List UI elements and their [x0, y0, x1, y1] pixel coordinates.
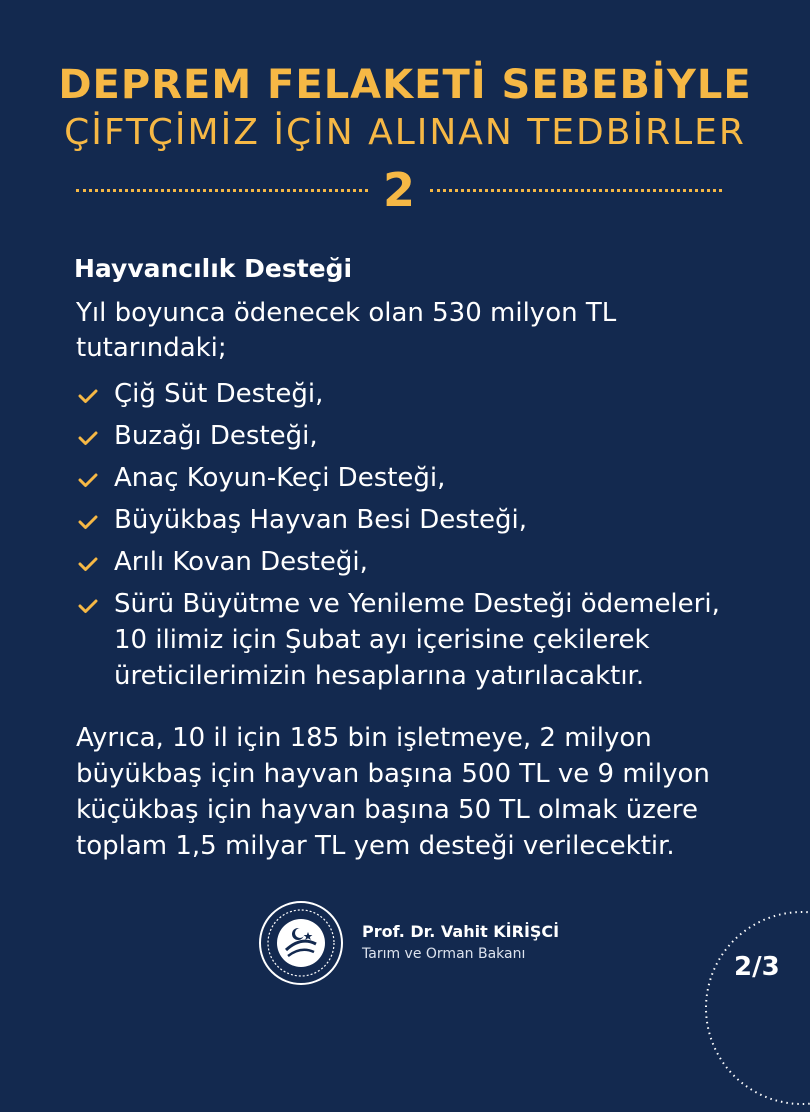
list-item-text: Buzağı Desteği, [114, 421, 318, 451]
list-item [76, 460, 756, 496]
title-line-1: DEPREM FELAKETİ SEBEBİYLE [58, 62, 752, 108]
list-item [76, 586, 756, 694]
list-item-text: Çiğ Süt Desteği, [114, 379, 324, 409]
support-list [76, 376, 756, 700]
checkmark-icon [78, 514, 88, 532]
divider-dots-left [76, 189, 368, 192]
checkmark-icon [78, 472, 88, 490]
divider-dots-right [430, 189, 722, 192]
section-heading: Hayvancılık Desteği [74, 254, 353, 283]
page-indicator: 2/3 [734, 952, 780, 982]
checkmark-icon [78, 388, 88, 406]
list-item [76, 376, 756, 412]
list-item [76, 418, 756, 454]
intro-text: Yıl boyunca ödenecek olan 530 milyon TL tutarındaki; [76, 298, 617, 363]
list-item-text: Sürü Büyütme ve Yenileme Desteği ödemeleri, 10 ilimiz için Şubat ayı içerisine çekilerek üreticilerimizin hesaplarına yatırılacaktır. [114, 589, 720, 691]
checkmark-icon [78, 556, 88, 574]
list-item [76, 544, 756, 580]
minister-name: Prof. Dr. Vahit KİRİŞCİ [362, 922, 560, 941]
checkmark-icon [78, 430, 88, 448]
list-item-text: Büyükbaş Hayvan Besi Desteği, [114, 505, 528, 535]
list-item-text: Anaç Koyun-Keçi Desteği, [114, 463, 446, 493]
minister-title: Tarım ve Orman Bakanı [362, 946, 526, 962]
list-item-text: Arılı Kovan Desteği, [114, 547, 368, 577]
title-divider [76, 165, 722, 215]
title-line-2: ÇİFTÇİMİZ İÇİN ALINAN TEDBİRLER [64, 112, 746, 153]
page-indicator-circle [702, 908, 810, 1108]
list-item [76, 502, 756, 538]
checkmark-icon [78, 598, 88, 616]
ministry-logo [258, 900, 344, 986]
section-number: 2 [382, 163, 416, 217]
extra-support-text: Ayrıca, 10 il için 185 bin işletmeye, 2 milyon büyükbaş için hayvan başına 500 TL ve 9 milyon küçükbaş için hayvan başına 50 TL olmak üzere toplam 1,5 milyar TL yem desteği verilecektir. [76, 723, 710, 861]
